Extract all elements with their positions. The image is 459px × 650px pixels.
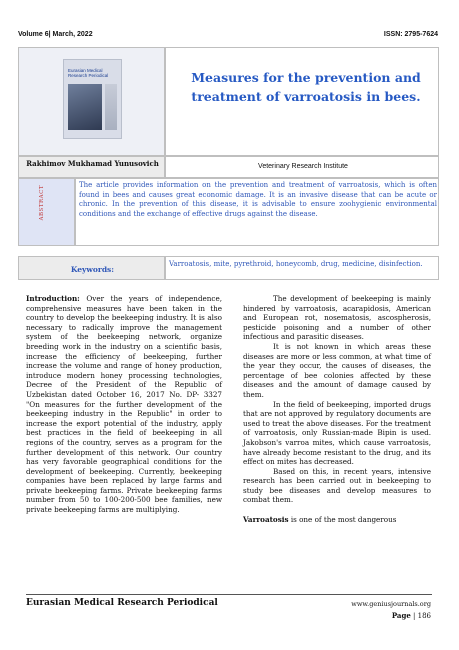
keywords-cell [165, 256, 439, 280]
abstract-cell [75, 178, 439, 246]
article-header-table [18, 47, 439, 315]
keywords-label-cell [18, 256, 165, 280]
affiliation: Veterinary Research Institute [258, 163, 348, 170]
footer-journal-name: Eurasian Medical Research Periodical [26, 598, 218, 608]
footer-url[interactable]: www.geniusjournals.org [351, 600, 431, 608]
abstract-label: ABSTRACT [39, 185, 45, 221]
cover-journal-name: Eurasian Medical Research Periodical [68, 68, 109, 78]
page-number [392, 611, 431, 620]
body-column-left [26, 294, 222, 515]
abstract-text: The article provides information on the prevention and treatment of varroatosis, which is often found in bees and causes great economic damage. It is an invasive disease that can be acute or chronic. In the prevention of this disease, it is advisable to ensure zoohygienic environmental conditions and the exchange of effective drugs against the disease. [79, 181, 437, 218]
page-separator: | [410, 612, 418, 620]
paragraph-development: The development of beekeeping is mainly hindered by varroatosis, acarapidosis, American and European rot, nosematosis, ascospherosis, pesticide poisoning and a number of other infectious and parasitic diseases. [243, 294, 431, 342]
issn: ISSN: 2795-7624 [383, 31, 438, 38]
varroatosis-text: is one of the most dangerous [288, 515, 397, 525]
paragraph-research: Based on this, in recent years, intensive research has been carried out in beekeeping to study bee diseases and develop measures to combat them. [243, 466, 431, 505]
cover-side-panel [105, 84, 117, 130]
intro-text: Over the years of independence, comprehensive measures have been taken in the country to develop the beekeeping industry. It is also necessary to radically improve the management system of the beekeeping network, organize breeding work in the industry on a scientific basis, increase the efficiency of beekeeping, further increase the volume and range of honey production, introduce modern honey processing technologies, Decree of the President of the Republic of Uzbekistan dated October 16, 2017 No. DP- 3327 "On measures for the further development of the beekeeping industry in the Republic" in order to increase the export potential of the industry, apply best practices in the field of beekeeping in all regions of the country, serves as a program for the further development of this network. Our country has very favorable geographical conditions for the development of beekeeping. Currently, beekeeping companies have been replaced by large farms and private beekeeping farms. Private beekeeping farms number from 50 to 100-200-500 bee families, new private beekeeping farms are multiplying. [26, 294, 222, 515]
keywords-label: Keywords: [70, 265, 115, 274]
page-label: Page [391, 611, 411, 620]
abstract-label-cell [18, 178, 75, 246]
volume-info: Volume 6| March, 2022 [18, 31, 93, 38]
article-title: Measures for the prevention and treatment of varroatosis in bees. [191, 70, 421, 104]
intro-paragraph [26, 294, 222, 515]
cover-photo [68, 84, 102, 130]
title-cell [165, 47, 439, 156]
page-number-value: 186 [417, 612, 431, 620]
intro-label: Introduction: [26, 294, 80, 303]
cover-cell [18, 47, 165, 156]
paragraph-varroatosis [243, 515, 431, 525]
paragraph-unknown-areas: It is not known in which areas these diseases are more or less common, at what time of the year they occur, the causes of diseases, the percentage of bee colonies affected by these diseases and the amount of damage caused by them. [243, 341, 431, 399]
author-cell [18, 156, 165, 178]
keywords-text: Varroatosis, mite, pyrethroid, honeycomb, drug, medicine, disinfection. [169, 260, 423, 268]
affiliation-cell [165, 156, 439, 178]
body-column-right [243, 294, 431, 525]
footer-rule [26, 594, 432, 595]
journal-cover-image [63, 59, 122, 139]
varroatosis-label: Varroatosis [243, 515, 289, 525]
paragraph-imported-drugs: In the field of beekeeping, imported drugs that are not approved by regulatory documents are used to treat the above diseases. For the treatment of varroatosis, only Russian-made Bipin is used. Jakobson's varroa mites, which cause varroatosis, have already become resistant to the drug, and its effect on mites has decreased. [243, 399, 431, 467]
author-name: Rakhimov Mukhamad Yunusovich [26, 159, 159, 168]
